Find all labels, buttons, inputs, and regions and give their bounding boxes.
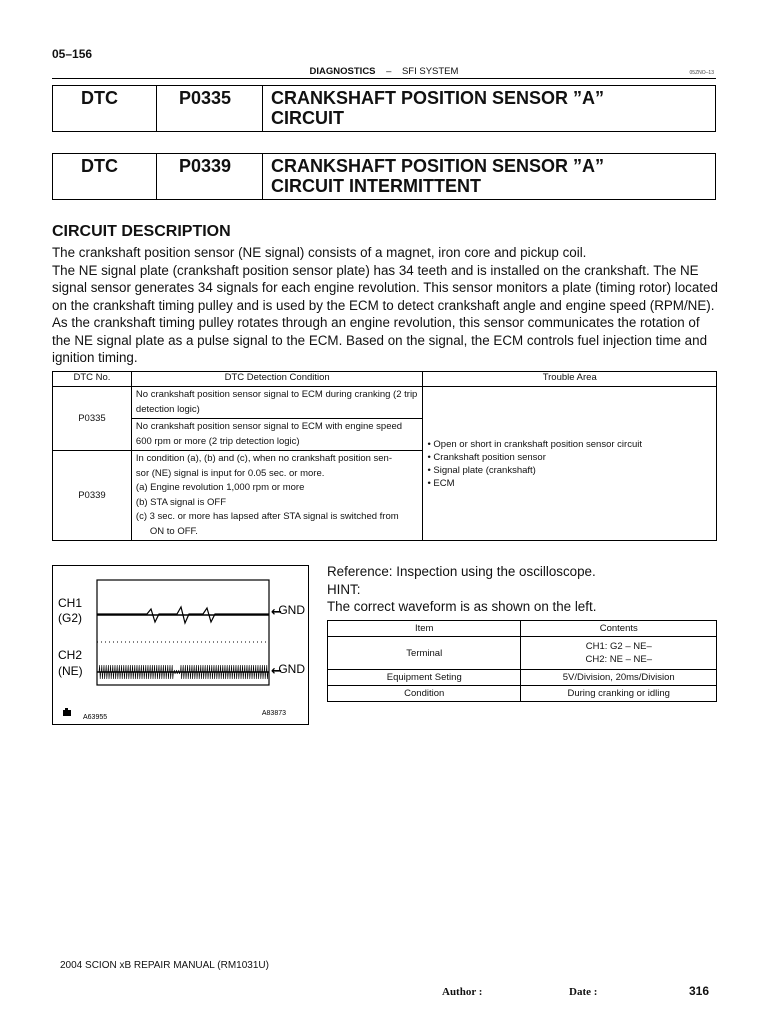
page-number: 05–156 bbox=[52, 47, 93, 61]
figure-id: A63955 bbox=[83, 714, 108, 721]
condition-line: sor (NE) signal is input for 0.05 sec. or more. bbox=[135, 467, 325, 479]
dtc-title-line2: CIRCUIT INTERMITTENT bbox=[271, 176, 481, 196]
header-system: SFI SYSTEM bbox=[401, 66, 459, 77]
reference-text bbox=[327, 563, 596, 616]
description-paragraph: The crankshaft position sensor (NE signal) consists of a magnet, iron core and pickup coil. bbox=[52, 245, 587, 260]
header-code: 05ZNO–13 bbox=[689, 70, 714, 76]
page-header bbox=[52, 66, 716, 77]
page-number-footer: 316 bbox=[689, 984, 710, 998]
dtc-title bbox=[263, 86, 715, 131]
arrow-left-icon: ← bbox=[271, 605, 282, 620]
ch2-sub-label: (NE) bbox=[58, 664, 83, 678]
detection-condition bbox=[131, 451, 423, 541]
dtc-title-line1: CRANKSHAFT POSITION SENSOR ”A” bbox=[271, 88, 605, 108]
dtc-box-p0335 bbox=[52, 85, 716, 132]
table-header: Trouble Area bbox=[423, 372, 717, 387]
ch1-label: CH1 bbox=[58, 596, 83, 610]
trouble-area bbox=[423, 387, 717, 541]
contents-cell: 5V/Division, 20ms/Division bbox=[521, 670, 717, 686]
ch1-sub-label: (G2) bbox=[58, 611, 82, 625]
camera-icon bbox=[63, 708, 71, 716]
dtc-code: P0335 bbox=[157, 86, 263, 131]
hint-label: HINT: bbox=[327, 581, 361, 597]
dtc-code: P0339 bbox=[157, 154, 263, 199]
condition-line: (c) 3 sec. or more has lapsed after STA signal is switched from bbox=[135, 511, 399, 522]
trouble-area-item: • Crankshaft position sensor bbox=[427, 451, 546, 463]
arrow-left-icon: ← bbox=[271, 664, 282, 679]
table-header: Item bbox=[328, 621, 521, 637]
reference-line: The correct waveform is as shown on the left. bbox=[327, 599, 597, 614]
condition-line: ON to OFF. bbox=[149, 525, 198, 537]
gnd-label: GND bbox=[278, 662, 305, 676]
dtc-table bbox=[52, 371, 717, 541]
table-header: DTC Detection Condition bbox=[131, 372, 423, 387]
table-header: Contents bbox=[521, 621, 717, 637]
trouble-area-item: • ECM bbox=[427, 477, 455, 489]
condition-line: In condition (a), (b) and (c), when no crankshaft position sen- bbox=[135, 453, 393, 464]
dtc-box-p0339 bbox=[52, 153, 716, 200]
circuit-description bbox=[52, 244, 718, 367]
oscilloscope-svg bbox=[53, 566, 308, 723]
dtc-label: DTC bbox=[53, 86, 157, 131]
detection-condition: No crankshaft position sensor signal to ECM with engine speed 600 rpm or more (2 trip detection logic) bbox=[131, 419, 423, 451]
dtc-title-line1: CRANKSHAFT POSITION SENSOR ”A” bbox=[271, 156, 605, 176]
dtc-label: DTC bbox=[53, 154, 157, 199]
dtc-title-line2: CIRCUIT bbox=[271, 108, 344, 128]
trouble-area-item: • Open or short in crankshaft position sensor circuit bbox=[427, 438, 642, 450]
gnd-label: GND bbox=[278, 603, 305, 617]
condition-line: (b) STA signal is OFF bbox=[135, 496, 226, 508]
section-title: CIRCUIT DESCRIPTION bbox=[52, 223, 231, 240]
dtc-title bbox=[263, 154, 715, 199]
footer-manual: 2004 SCION xB REPAIR MANUAL (RM1031U) bbox=[60, 960, 269, 971]
header-section: DIAGNOSTICS bbox=[309, 66, 376, 77]
contents-line: CH2: NE – NE– bbox=[585, 654, 652, 665]
figure-id: A83873 bbox=[261, 710, 286, 717]
date-label: Date : bbox=[569, 986, 598, 998]
dtc-code-cell: P0339 bbox=[53, 451, 132, 541]
table-header: DTC No. bbox=[53, 372, 132, 387]
description-paragraph: The NE signal plate (crankshaft position sensor plate) has 34 teeth and is installed on the crankshaft. The NE signal sensor generates 34 signals for each engine revolution. This sensor monitors a plate (timing rotor) located on the crankshaft timing pulley and is used by the ECM to detect crankshaft angle and engine speed (RPM/NE). As the crankshaft timing pulley rotates through an engine revolution, this sensor communicates the rotation of the NE signal plate as a pulse signal to the ECM. Based on the signal, the ECM controls fuel injection time and ignition timing. bbox=[52, 262, 718, 365]
author-label: Author : bbox=[442, 986, 483, 998]
oscilloscope-figure bbox=[52, 565, 309, 725]
dtc-code-cell: P0335 bbox=[53, 387, 132, 451]
item-cell: Equipment Seting bbox=[328, 670, 521, 686]
reference-line: Reference: Inspection using the oscilloscope. bbox=[327, 564, 596, 579]
trouble-area-item: • Signal plate (crankshaft) bbox=[427, 464, 536, 476]
header-rule bbox=[52, 78, 716, 79]
oscilloscope-settings-table bbox=[327, 620, 717, 702]
ch2-label: CH2 bbox=[58, 648, 83, 662]
contents-cell bbox=[521, 637, 717, 670]
item-cell: Terminal bbox=[328, 637, 521, 670]
contents-line: CH1: G2 – NE– bbox=[585, 641, 652, 652]
detection-condition: No crankshaft position sensor signal to ECM during cranking (2 trip detection logic) bbox=[131, 387, 423, 419]
item-cell: Condition bbox=[328, 686, 521, 702]
condition-line: (a) Engine revolution 1,000 rpm or more bbox=[135, 482, 305, 493]
header-dash: – bbox=[386, 66, 392, 77]
contents-cell: During cranking or idling bbox=[521, 686, 717, 702]
